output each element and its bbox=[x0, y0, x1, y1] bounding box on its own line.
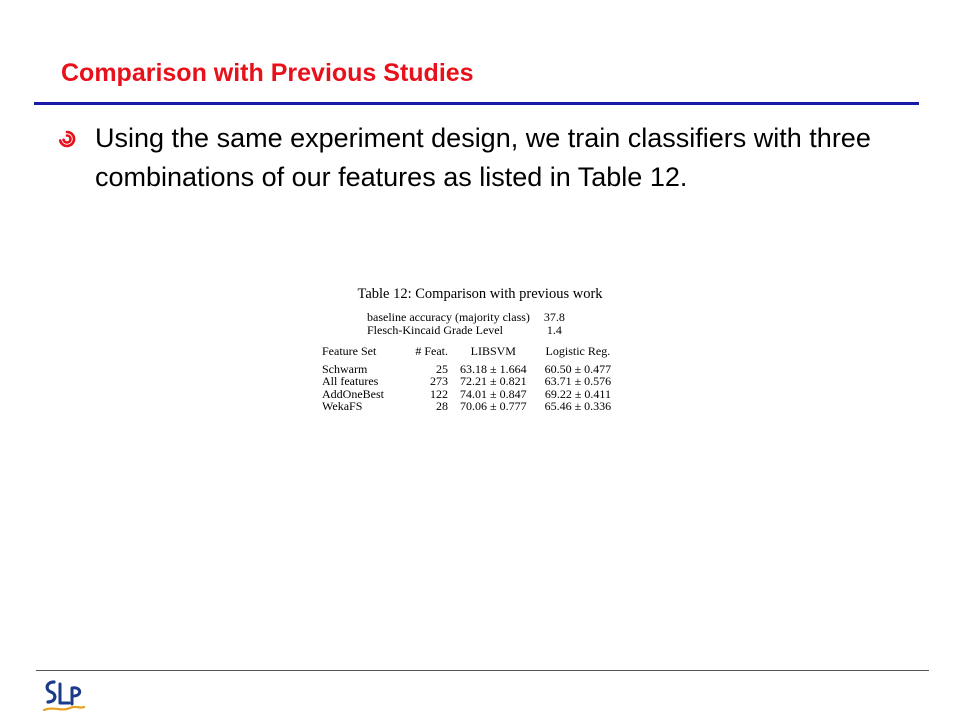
column-header: LIBSVM bbox=[470, 344, 516, 358]
cell-libsvm: 63.18 ± 1.664 bbox=[460, 361, 527, 376]
cell-logreg: 63.71 ± 0.576 bbox=[544, 374, 612, 388]
swirl-bullet-icon bbox=[57, 129, 77, 149]
header-row bbox=[322, 345, 611, 363]
summary-value: 1.4 bbox=[546, 323, 562, 337]
summary-label: Flesch-Kincaid Grade Level bbox=[367, 323, 503, 337]
cell-feat: 122 bbox=[430, 386, 448, 401]
slide-title: Comparison with Previous Studies bbox=[61, 59, 474, 87]
column-header: Logistic Reg. bbox=[545, 344, 611, 358]
cell-libsvm: 74.01 ± 0.847 bbox=[460, 386, 527, 401]
cell-feat: 25 bbox=[436, 361, 448, 376]
cell-logreg: 60.50 ± 0.477 bbox=[544, 361, 612, 376]
cell-libsvm: 70.06 ± 0.777 bbox=[460, 399, 527, 413]
cell-feature-set: WekaFS bbox=[322, 399, 363, 413]
summary-value: 37.8 bbox=[543, 310, 565, 324]
cell-feature-set: Schwarm bbox=[322, 361, 368, 376]
slp-logo-icon bbox=[40, 676, 88, 716]
summary-table bbox=[367, 311, 565, 337]
cell-libsvm: 72.21 ± 0.821 bbox=[460, 374, 527, 388]
table-row bbox=[322, 400, 611, 413]
body-text: Using the same experiment design, we train classifiers with three combinations of our features as listed in Table 12. bbox=[95, 123, 871, 192]
cell-feature-set: AddOneBest bbox=[322, 386, 384, 401]
cell-feature-set: All features bbox=[322, 374, 379, 388]
results-table bbox=[322, 345, 611, 413]
cell-logreg: 69.22 ± 0.411 bbox=[544, 386, 611, 401]
footer-divider bbox=[36, 670, 929, 671]
title-divider bbox=[34, 102, 919, 105]
column-header: # Feat. bbox=[415, 344, 448, 358]
table-caption: Table 12: Comparison with previous work bbox=[357, 286, 603, 302]
summary-row bbox=[367, 324, 565, 337]
cell-feat: 273 bbox=[430, 374, 448, 388]
column-header: Feature Set bbox=[322, 344, 377, 358]
summary-label: baseline accuracy (majority class) bbox=[367, 310, 530, 324]
comparison-table bbox=[320, 286, 650, 413]
cell-feat: 28 bbox=[436, 399, 448, 413]
table-row bbox=[322, 375, 611, 388]
cell-logreg: 65.46 ± 0.336 bbox=[544, 399, 612, 413]
